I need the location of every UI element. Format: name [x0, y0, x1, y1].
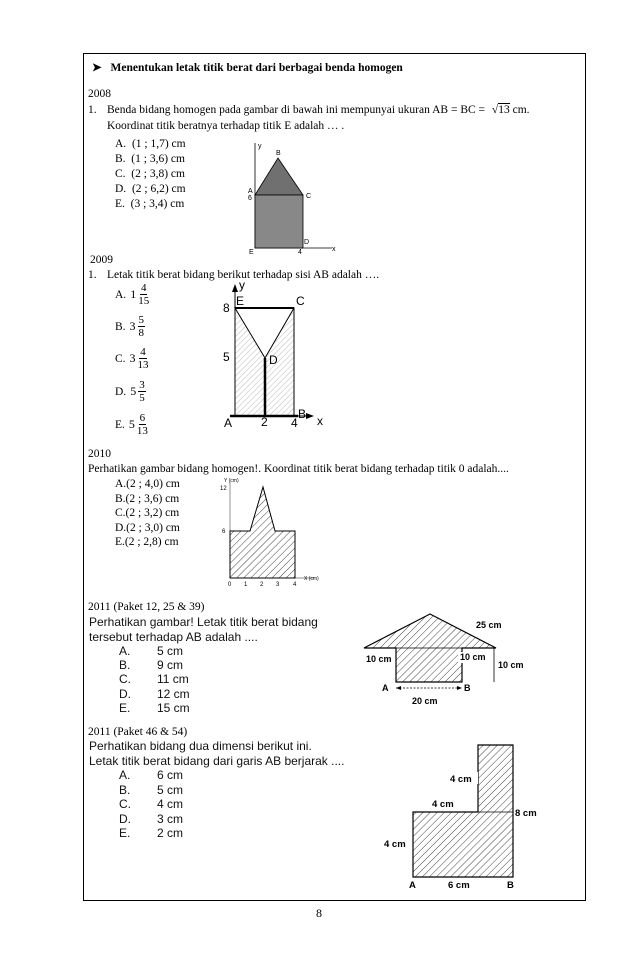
q2011b-shape [413, 745, 513, 877]
year-2009: 2009 [90, 254, 113, 266]
q2009-label-d: D [269, 353, 278, 367]
q2010-label-12: 12 [220, 486, 227, 492]
q2011a-label-bottom: 20 cm [412, 696, 438, 706]
q2008-option-b[interactable]: B. (1 ; 3,6) cm [115, 153, 185, 165]
q2010-label-y: Y (cm) [224, 478, 239, 484]
q2011a-option-c[interactable]: C. 11 cm [119, 672, 189, 687]
q2011b-label-left: 4 cm [384, 839, 406, 850]
q2008-label-4: 4 [298, 249, 302, 256]
q2011a-label-right: 10 cm [498, 660, 524, 670]
q2010-shape [230, 487, 295, 578]
q2008-option-c[interactable]: C. (2 ; 3,8) cm [115, 168, 185, 180]
q2010-label-2: 2 [260, 582, 264, 588]
q2011a-stem-line1: Perhatikan gambar! Letak titik berat bidang [89, 615, 318, 629]
q2009-option-a[interactable]: A. 1 $\frac{4}{15}$ [115, 282, 150, 307]
q2009-label-5: 5 [223, 350, 230, 364]
q2011b-label-a: A [409, 880, 416, 891]
q2011b-option-b[interactable]: B. 5 cm [119, 782, 184, 797]
q2008-label-y: y [258, 143, 262, 150]
q2010-option-b[interactable]: B.(2 ; 3,6) cm [115, 492, 180, 505]
q2011b-label-right: 8 cm [515, 808, 537, 819]
q2011b-stem-line1: Perhatikan bidang dua dimensi berikut ini. [89, 739, 312, 753]
q2011a-option-e[interactable]: E. 15 cm [119, 700, 190, 715]
q2010-figure [218, 476, 328, 592]
q2010-option-e[interactable]: E.(2 ; 2,8) cm [115, 536, 179, 548]
q2009-label-x: x [317, 414, 323, 428]
q2008-stem-line2: Koordinat titik beratnya terhadap titik E adalah … . [107, 120, 345, 132]
q2011a-options [119, 644, 190, 715]
q2008-label-a: A [248, 188, 253, 195]
q2011a-option-b[interactable]: B. 9 cm [119, 658, 184, 673]
q2008-stem-unit: cm. [512, 104, 530, 116]
q2009-number: 1. [88, 269, 97, 281]
section-title-row [92, 60, 403, 74]
q2008-option-a[interactable]: A. (1 ; 1,7) cm [115, 138, 186, 150]
q2011a-figure [360, 611, 536, 711]
q2010-label-3: 3 [276, 582, 280, 588]
q2011a-label-b: B [464, 683, 471, 693]
q2008-label-c: C [306, 193, 312, 200]
q2011b-option-d[interactable]: D. 3 cm [119, 811, 184, 826]
q2011b-option-a[interactable]: A. 6 cm [119, 768, 184, 782]
q2011a-header: 2011 (Paket 12, 25 & 39) [88, 601, 205, 613]
q2010-options [115, 477, 180, 550]
q2011b-option-c[interactable]: C. 4 cm [119, 797, 184, 812]
year-2008: 2008 [88, 88, 111, 100]
sqrt-icon: √ [491, 104, 499, 116]
q2009-label-8: 8 [223, 301, 230, 315]
q2008-stem-line1 [107, 103, 530, 117]
year-2010: 2010 [88, 448, 111, 460]
q2008-options [115, 137, 186, 212]
q2008-stem-text: Benda bidang homogen pada gambar di bawah ini mempunyai ukuran AB = BC = [107, 104, 486, 116]
q2010-label-x: X (cm) [304, 576, 319, 582]
q2011a-label-inner: 10 cm [460, 652, 486, 662]
q2011b-label-top: 4 cm [450, 774, 472, 785]
q2009-option-e[interactable]: E. 5 $\frac{6}{13}$ [115, 412, 148, 437]
q2011b-figure [380, 742, 556, 892]
q2009-option-b[interactable]: B. 3 $\frac{5}{8}$ [115, 314, 145, 339]
q2009-option-c[interactable]: C. 3 $\frac{4}{13}$ [115, 346, 149, 371]
q2010-stem: Perhatikan gambar bidang homogen!. Koordinat titik berat bidang terhadap titik 0 adalah.... [88, 463, 509, 475]
q2011a-label-a: A [382, 683, 389, 693]
q2010-option-a[interactable]: A.(2 ; 4,0) cm [115, 478, 180, 490]
q2008-option-d[interactable]: D. (2 ; 6,2) cm [115, 183, 186, 195]
q2011a-option-d[interactable]: D. 12 cm [119, 686, 190, 701]
section-title: Menentukan letak titik berat dari berbagai benda homogen [110, 62, 403, 74]
q2011a-stem-line2: tersebut terhadap AB adalah .... [89, 630, 258, 644]
page-number: 8 [316, 906, 322, 920]
q2008-label-d: D [304, 239, 310, 246]
q2009-stem: Letak titik berat bidang berikut terhadap sisi AB adalah …. [107, 269, 380, 281]
q2009-label-2: 2 [261, 415, 268, 429]
q2008-number: 1. [88, 104, 97, 116]
q2009-label-b: B [298, 407, 307, 421]
q2009-label-e: E [236, 294, 245, 308]
q2009-label-y: y [239, 278, 245, 292]
arrow-bullet-icon: ➤ [92, 62, 102, 74]
q2011b-option-e[interactable]: E. 2 cm [119, 826, 184, 841]
q2009-figure [220, 278, 340, 430]
q2009-option-d[interactable]: D. 5 $\frac{3}{5}$ [115, 379, 145, 404]
q2011a-label-left: 10 cm [366, 654, 392, 664]
q2008-square [255, 195, 303, 248]
q2008-label-e: E [249, 249, 254, 256]
q2008-sqrt-value: 13 [498, 104, 510, 116]
q2009-label-c: C [296, 294, 305, 308]
q2010-label-6: 6 [222, 529, 226, 535]
q2011a-label-top: 25 cm [476, 620, 502, 630]
q2010-option-d[interactable]: D.(2 ; 3,0) cm [115, 521, 180, 534]
q2010-label-0: 0 [228, 582, 232, 588]
q2011b-stem-line2: Letak titik berat bidang dari garis AB berjarak .... [89, 754, 345, 768]
q2011b-label-b: B [507, 880, 514, 891]
q2011b-label-bottom: 6 cm [448, 880, 470, 891]
q2008-triangle [255, 158, 303, 195]
q2011b-label-mid: 4 cm [432, 799, 454, 810]
q2010-label-1: 1 [244, 582, 248, 588]
q2008-label-x: x [332, 246, 336, 253]
q2010-option-c[interactable]: C.(2 ; 3,2) cm [115, 507, 180, 519]
q2009-label-4: 4 [291, 416, 298, 430]
q2010-label-4: 4 [293, 582, 297, 588]
q2008-option-e[interactable]: E. (3 ; 3,4) cm [115, 198, 185, 210]
q2008-figure [240, 138, 340, 256]
q2011b-options [119, 768, 183, 841]
q2009-label-a: A [224, 416, 233, 430]
q2008-label-6: 6 [248, 195, 252, 202]
q2011b-header: 2011 (Paket 46 & 54) [88, 726, 188, 738]
q2011a-option-a[interactable]: A. 5 cm [119, 644, 184, 658]
q2008-label-b: B [276, 150, 281, 157]
